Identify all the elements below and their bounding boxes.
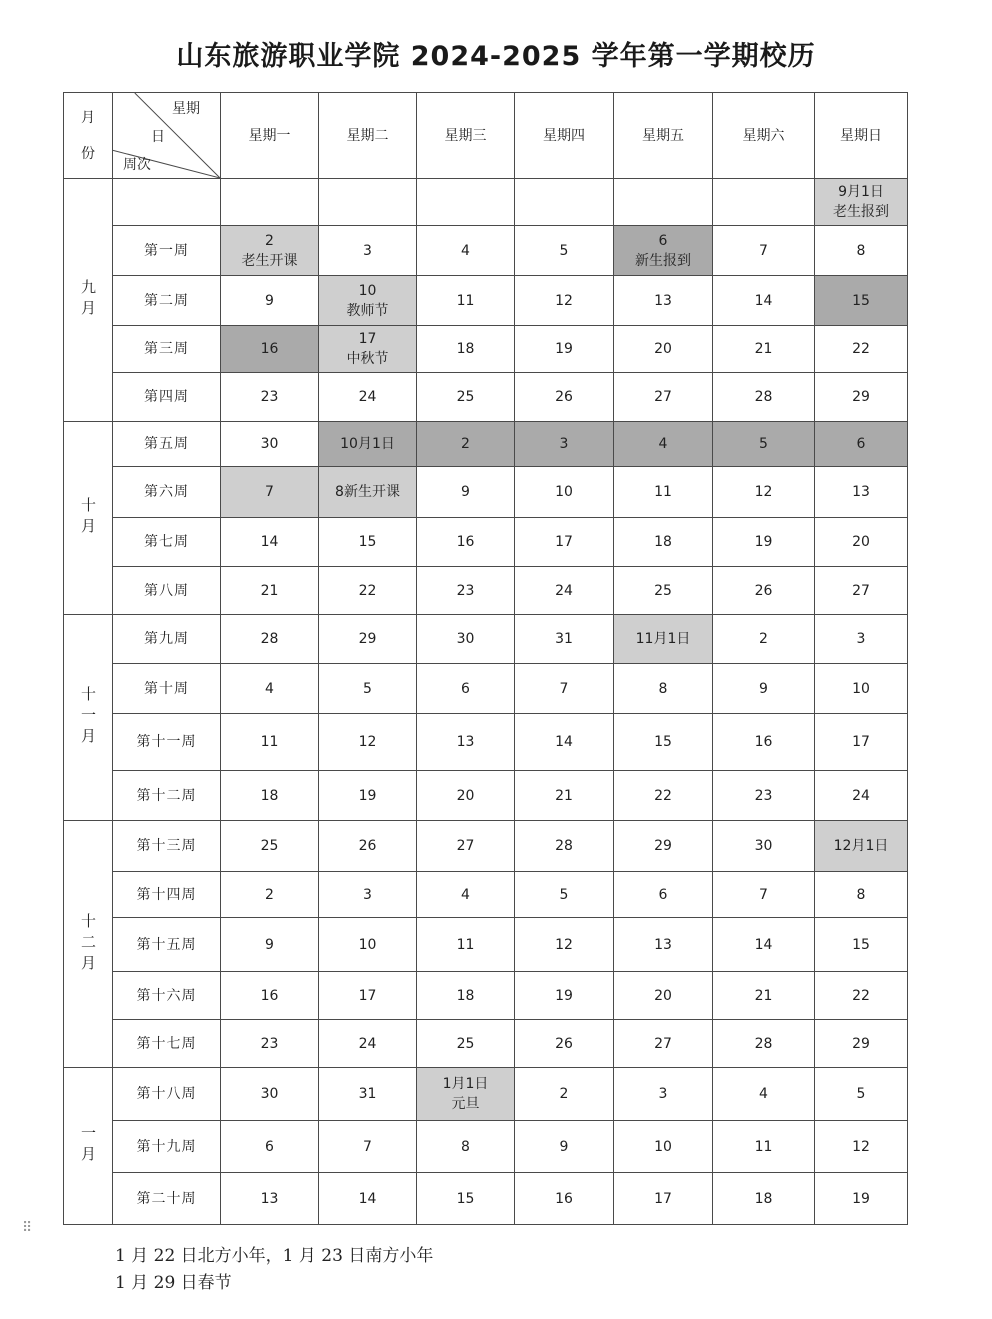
week-row — [64, 771, 908, 821]
date-cell-fri: 13 — [614, 918, 713, 972]
week-label — [113, 179, 221, 226]
date-cell-mon — [221, 179, 319, 226]
date-cell-sat: 4 — [713, 1068, 815, 1121]
date-cell-fri: 27 — [614, 373, 713, 422]
week-row — [64, 615, 908, 664]
date-cell-mon: 2 — [221, 872, 319, 918]
date-cell-thu: 28 — [515, 821, 614, 872]
date-cell-sun: 8 — [815, 226, 908, 276]
date-cell-mon: 18 — [221, 771, 319, 821]
week-label: 第十五周 — [113, 918, 221, 972]
week-row — [64, 226, 908, 276]
date-cell-sun: 17 — [815, 714, 908, 771]
date-cell-sat: 28 — [713, 1020, 815, 1068]
date-cell-mon: 16 — [221, 326, 319, 373]
school-calendar-table — [63, 92, 908, 1225]
date-cell-thu: 5 — [515, 226, 614, 276]
date-cell-fri: 25 — [614, 567, 713, 615]
date-cell-wed: 2 — [417, 422, 515, 467]
date-cell-sat: 9 — [713, 664, 815, 714]
date-cell-sat: 14 — [713, 918, 815, 972]
date-cell-wed: 25 — [417, 1020, 515, 1068]
date-cell-tue: 29 — [319, 615, 417, 664]
date-cell-thu: 26 — [515, 373, 614, 422]
date-cell-sun: 29 — [815, 1020, 908, 1068]
date-cell-wed: 18 — [417, 972, 515, 1020]
date-cell-sat: 18 — [713, 1173, 815, 1225]
date-cell-sat: 2 — [713, 615, 815, 664]
date-cell-sun: 27 — [815, 567, 908, 615]
diagonal-header — [113, 93, 221, 179]
date-cell-sat: 23 — [713, 771, 815, 821]
date-cell-mon: 7 — [221, 467, 319, 518]
weekday-thu: 星期四 — [515, 93, 614, 179]
week-row — [64, 918, 908, 972]
page-title: 山东旅游职业学院 2024-2025 学年第一学期校历 — [176, 41, 816, 72]
date-cell-tue: 22 — [319, 567, 417, 615]
date-cell-thu: 9 — [515, 1121, 614, 1173]
week-label: 第五周 — [113, 422, 221, 467]
date-cell-tue: 24 — [319, 373, 417, 422]
date-cell-wed: 4 — [417, 872, 515, 918]
month-label: 十一月 — [79, 686, 97, 749]
week-row — [64, 373, 908, 422]
date-cell-fri: 29 — [614, 821, 713, 872]
date-cell-mon: 25 — [221, 821, 319, 872]
weekday-sun: 星期日 — [815, 93, 908, 179]
date-cell-tue: 15 — [319, 518, 417, 567]
date-cell-thu: 24 — [515, 567, 614, 615]
date-cell-thu: 26 — [515, 1020, 614, 1068]
month-header — [64, 93, 113, 179]
date-cell-wed: 25 — [417, 373, 515, 422]
date-cell-mon: 2 老生开课 — [221, 226, 319, 276]
date-cell-wed: 13 — [417, 714, 515, 771]
week-row — [64, 1020, 908, 1068]
week-row — [64, 326, 908, 373]
month-cell — [64, 179, 113, 422]
date-cell-fri: 6 新生报到 — [614, 226, 713, 276]
date-cell-tue: 26 — [319, 821, 417, 872]
week-label: 第二周 — [113, 276, 221, 326]
diag-week-label: 周次 — [123, 157, 151, 173]
week-label: 第十二周 — [113, 771, 221, 821]
date-cell-tue: 19 — [319, 771, 417, 821]
date-cell-mon: 14 — [221, 518, 319, 567]
date-cell-fri — [614, 179, 713, 226]
date-cell-sat: 21 — [713, 972, 815, 1020]
date-cell-sun: 19 — [815, 1173, 908, 1225]
week-label: 第十九周 — [113, 1121, 221, 1173]
weekday-fri: 星期五 — [614, 93, 713, 179]
week-row — [64, 821, 908, 872]
month-header-top: 月 — [81, 109, 95, 126]
date-cell-thu — [515, 179, 614, 226]
date-cell-wed: 11 — [417, 918, 515, 972]
date-cell-mon: 9 — [221, 918, 319, 972]
week-row — [64, 1173, 908, 1225]
note-line-1: 1 月 22 日北方小年，1 月 23 日南方小年 — [115, 1246, 434, 1266]
date-cell-fri: 20 — [614, 326, 713, 373]
date-cell-sat: 30 — [713, 821, 815, 872]
date-cell-sat — [713, 179, 815, 226]
date-cell-mon: 11 — [221, 714, 319, 771]
date-cell-thu: 14 — [515, 714, 614, 771]
date-cell-fri: 13 — [614, 276, 713, 326]
date-cell-wed: 11 — [417, 276, 515, 326]
date-cell-tue — [319, 179, 417, 226]
date-cell-tue: 10 教师节 — [319, 276, 417, 326]
date-cell-mon: 30 — [221, 422, 319, 467]
week-label: 第十七周 — [113, 1020, 221, 1068]
date-cell-fri: 18 — [614, 518, 713, 567]
week-label: 第十三周 — [113, 821, 221, 872]
date-cell-mon: 23 — [221, 373, 319, 422]
week-label: 第十四周 — [113, 872, 221, 918]
date-cell-mon: 13 — [221, 1173, 319, 1225]
date-cell-fri: 17 — [614, 1173, 713, 1225]
date-cell-fri: 11月1日 — [614, 615, 713, 664]
date-cell-mon: 23 — [221, 1020, 319, 1068]
date-cell-sat: 5 — [713, 422, 815, 467]
week-row — [64, 518, 908, 567]
date-cell-wed: 1月1日 元旦 — [417, 1068, 515, 1121]
date-cell-wed: 30 — [417, 615, 515, 664]
drag-handle-icon[interactable]: ⠿ — [22, 1220, 33, 1236]
month-cell — [64, 1068, 113, 1225]
week-row — [64, 422, 908, 467]
diag-day-label: 日 — [151, 129, 165, 145]
date-cell-sun: 8 — [815, 872, 908, 918]
date-cell-thu: 17 — [515, 518, 614, 567]
date-cell-wed: 23 — [417, 567, 515, 615]
month-label: 十二月 — [79, 912, 97, 976]
date-cell-fri: 10 — [614, 1121, 713, 1173]
date-cell-sun: 24 — [815, 771, 908, 821]
date-cell-tue: 24 — [319, 1020, 417, 1068]
date-cell-sat: 11 — [713, 1121, 815, 1173]
month-label: 九月 — [79, 279, 97, 321]
week-row — [64, 567, 908, 615]
date-cell-mon: 30 — [221, 1068, 319, 1121]
note-line-2: 1 月 29 日春节 — [115, 1273, 232, 1293]
date-cell-sat: 16 — [713, 714, 815, 771]
week-label: 第一周 — [113, 226, 221, 276]
date-cell-tue: 3 — [319, 872, 417, 918]
date-cell-fri: 8 — [614, 664, 713, 714]
date-cell-mon: 21 — [221, 567, 319, 615]
date-cell-tue: 17 中秋节 — [319, 326, 417, 373]
week-row — [64, 276, 908, 326]
week-label: 第七周 — [113, 518, 221, 567]
date-cell-mon: 9 — [221, 276, 319, 326]
date-cell-sat: 12 — [713, 467, 815, 518]
date-cell-tue: 12 — [319, 714, 417, 771]
date-cell-wed: 18 — [417, 326, 515, 373]
date-cell-sun: 9月1日 老生报到 — [815, 179, 908, 226]
weekday-wed: 星期三 — [417, 93, 515, 179]
date-cell-sat: 19 — [713, 518, 815, 567]
week-row — [64, 714, 908, 771]
month-label: 十月 — [79, 497, 97, 539]
date-cell-sat: 14 — [713, 276, 815, 326]
date-cell-sun: 6 — [815, 422, 908, 467]
date-cell-thu: 7 — [515, 664, 614, 714]
week-row — [64, 1068, 908, 1121]
date-cell-wed: 20 — [417, 771, 515, 821]
month-cell — [64, 422, 113, 615]
date-cell-mon: 4 — [221, 664, 319, 714]
date-cell-sun: 15 — [815, 276, 908, 326]
week-label: 第九周 — [113, 615, 221, 664]
date-cell-thu: 31 — [515, 615, 614, 664]
date-cell-wed — [417, 179, 515, 226]
date-cell-sun: 3 — [815, 615, 908, 664]
date-cell-thu: 16 — [515, 1173, 614, 1225]
week-row — [64, 179, 908, 226]
date-cell-fri: 22 — [614, 771, 713, 821]
date-cell-sun: 22 — [815, 972, 908, 1020]
week-label: 第十周 — [113, 664, 221, 714]
date-cell-tue: 14 — [319, 1173, 417, 1225]
date-cell-tue: 3 — [319, 226, 417, 276]
month-cell — [64, 615, 113, 821]
date-cell-sun: 5 — [815, 1068, 908, 1121]
weekday-sat: 星期六 — [713, 93, 815, 179]
date-cell-fri: 15 — [614, 714, 713, 771]
date-cell-fri: 6 — [614, 872, 713, 918]
date-cell-tue: 17 — [319, 972, 417, 1020]
date-cell-tue: 5 — [319, 664, 417, 714]
date-cell-thu: 5 — [515, 872, 614, 918]
date-cell-sun: 13 — [815, 467, 908, 518]
date-cell-thu: 10 — [515, 467, 614, 518]
date-cell-sun: 29 — [815, 373, 908, 422]
week-label: 第十八周 — [113, 1068, 221, 1121]
date-cell-mon: 6 — [221, 1121, 319, 1173]
diag-weekday-label: 星期 — [172, 101, 200, 117]
week-row — [64, 467, 908, 518]
week-label: 第十六周 — [113, 972, 221, 1020]
date-cell-fri: 4 — [614, 422, 713, 467]
week-label: 第四周 — [113, 373, 221, 422]
date-cell-tue: 7 — [319, 1121, 417, 1173]
week-label: 第三周 — [113, 326, 221, 373]
week-row — [64, 872, 908, 918]
date-cell-wed: 27 — [417, 821, 515, 872]
week-label: 第二十周 — [113, 1173, 221, 1225]
date-cell-sun: 15 — [815, 918, 908, 972]
week-label: 第十一周 — [113, 714, 221, 771]
weekday-mon: 星期一 — [221, 93, 319, 179]
date-cell-sun: 10 — [815, 664, 908, 714]
date-cell-thu: 19 — [515, 972, 614, 1020]
date-cell-tue: 8新生开课 — [319, 467, 417, 518]
date-cell-wed: 8 — [417, 1121, 515, 1173]
date-cell-sat: 21 — [713, 326, 815, 373]
week-label: 第六周 — [113, 467, 221, 518]
weekday-tue: 星期二 — [319, 93, 417, 179]
date-cell-sun: 20 — [815, 518, 908, 567]
week-row — [64, 1121, 908, 1173]
month-cell — [64, 821, 113, 1068]
month-label: 一月 — [79, 1125, 97, 1167]
date-cell-sat: 7 — [713, 226, 815, 276]
date-cell-wed: 4 — [417, 226, 515, 276]
month-header-bottom: 份 — [81, 145, 95, 162]
date-cell-tue: 10月1日 — [319, 422, 417, 467]
date-cell-sun: 22 — [815, 326, 908, 373]
date-cell-sun: 12月1日 — [815, 821, 908, 872]
date-cell-tue: 31 — [319, 1068, 417, 1121]
date-cell-tue: 10 — [319, 918, 417, 972]
date-cell-sat: 28 — [713, 373, 815, 422]
date-cell-wed: 9 — [417, 467, 515, 518]
date-cell-wed: 15 — [417, 1173, 515, 1225]
date-cell-sun: 12 — [815, 1121, 908, 1173]
date-cell-wed: 6 — [417, 664, 515, 714]
date-cell-mon: 16 — [221, 972, 319, 1020]
week-row — [64, 972, 908, 1020]
date-cell-thu: 3 — [515, 422, 614, 467]
date-cell-fri: 27 — [614, 1020, 713, 1068]
date-cell-thu: 19 — [515, 326, 614, 373]
date-cell-sat: 26 — [713, 567, 815, 615]
date-cell-thu: 12 — [515, 276, 614, 326]
week-label: 第八周 — [113, 567, 221, 615]
date-cell-wed: 16 — [417, 518, 515, 567]
date-cell-thu: 2 — [515, 1068, 614, 1121]
date-cell-thu: 12 — [515, 918, 614, 972]
date-cell-thu: 21 — [515, 771, 614, 821]
date-cell-mon: 28 — [221, 615, 319, 664]
week-row — [64, 664, 908, 714]
date-cell-sat: 7 — [713, 872, 815, 918]
date-cell-fri: 3 — [614, 1068, 713, 1121]
date-cell-fri: 11 — [614, 467, 713, 518]
date-cell-fri: 20 — [614, 972, 713, 1020]
